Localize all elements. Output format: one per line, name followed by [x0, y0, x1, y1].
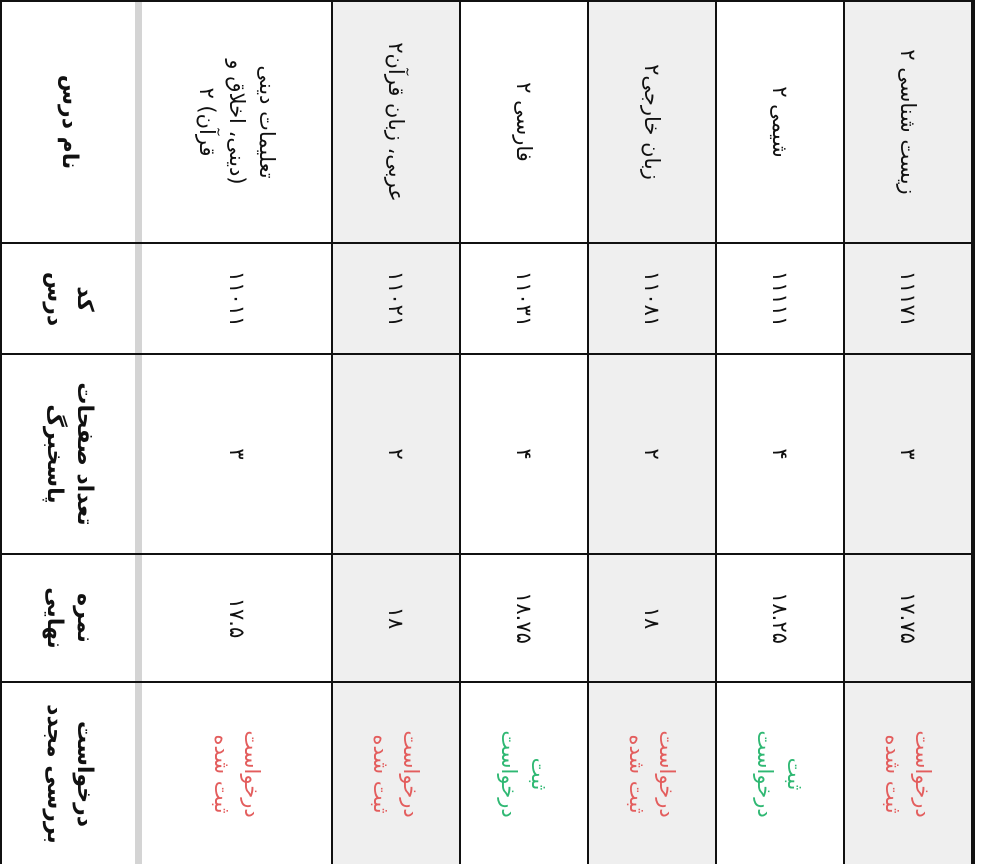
- answer-pages: ۳: [224, 448, 249, 460]
- course-code-cell: [333, 244, 459, 353]
- header-review-request: [2, 683, 135, 864]
- final-grade: ۱۸: [640, 606, 664, 630]
- answer-pages: ۴: [512, 448, 536, 460]
- course-code: ۱۱۰۳۱: [512, 270, 536, 327]
- grid-line: [0, 353, 975, 355]
- header-answer-pages: [2, 355, 135, 553]
- course-code-cell: [717, 244, 843, 353]
- header-final-grade-label: نمره: [71, 593, 97, 643]
- header-course-code-label: درس: [41, 271, 67, 326]
- grid-line: [715, 0, 717, 864]
- final-grade-cell: [717, 555, 843, 681]
- review-status: ثبت شده: [209, 733, 234, 814]
- course-name-cell: [589, 2, 715, 242]
- course-name: تعلیمات دینی: [254, 65, 279, 179]
- grid-line: [0, 0, 975, 2]
- course-name-cell: [142, 2, 331, 242]
- final-grade-cell: [461, 555, 587, 681]
- review-status: ثبت شده: [625, 733, 649, 814]
- course-code-cell: [589, 244, 715, 353]
- course-name: فارسی ۲: [512, 82, 536, 162]
- header-review-request-label: درخواست: [71, 720, 97, 827]
- header-course-code: [2, 244, 135, 353]
- header-final-grade-label: نهایی: [41, 587, 67, 649]
- course-name: قرآن) ۲: [194, 87, 219, 157]
- review-status: ثبت شده: [881, 733, 905, 814]
- course-code: ۱۱۰۱۱: [224, 270, 249, 327]
- review-status: درخواست: [239, 729, 264, 818]
- answer-pages-cell: [717, 355, 843, 553]
- grid-line: [587, 0, 589, 864]
- review-status-cell: [461, 683, 587, 864]
- final-grade: ۱۷.۵: [224, 597, 249, 639]
- grid-line: [843, 0, 845, 864]
- course-name: زبان خارجی۲: [640, 64, 664, 180]
- answer-pages-cell: [142, 355, 331, 553]
- course-name: شیمی ۲: [768, 86, 792, 158]
- final-grade-cell: [845, 555, 971, 681]
- review-status: درخواست: [753, 729, 777, 818]
- review-status-cell: [589, 683, 715, 864]
- review-status: درخواست: [497, 729, 521, 818]
- review-status-cell: [845, 683, 971, 864]
- header-final-grade: [2, 555, 135, 681]
- course-name: زیست شناسی ۲: [896, 49, 920, 195]
- review-status: ثبت: [783, 757, 807, 790]
- course-name-cell: [717, 2, 843, 242]
- answer-pages-cell: [845, 355, 971, 553]
- review-status: ثبت شده: [369, 733, 393, 814]
- header-course-code-label: کد: [71, 285, 97, 312]
- final-grade-cell: [333, 555, 459, 681]
- table-gutter: [135, 0, 142, 864]
- answer-pages-cell: [589, 355, 715, 553]
- review-status-cell: [717, 683, 843, 864]
- answer-pages: ۲: [384, 448, 408, 460]
- course-name: عربی، زبان قرآن۲: [384, 42, 408, 202]
- final-grade: ۱۸.۷۵: [512, 592, 536, 644]
- review-status: درخواست: [911, 729, 935, 818]
- grid-line: [0, 681, 975, 683]
- grid-line: [459, 0, 461, 864]
- review-status-cell: [333, 683, 459, 864]
- course-code-cell: [845, 244, 971, 353]
- header-course-name: [2, 2, 135, 242]
- course-code: ۱۱۱۷۱: [896, 270, 920, 327]
- final-grade-cell: [589, 555, 715, 681]
- answer-pages-cell: [461, 355, 587, 553]
- review-status: درخواست: [399, 729, 423, 818]
- review-status: ثبت: [527, 757, 551, 790]
- grid-line: [0, 0, 2, 864]
- course-name: (دینی، اخلاق و: [224, 59, 249, 185]
- grid-line: [0, 242, 975, 244]
- header-answer-pages-label: پاسخبرگ: [41, 404, 67, 504]
- grid-line: [331, 0, 333, 864]
- final-grade: ۱۷.۷۵: [896, 592, 920, 644]
- grid-line: [971, 0, 975, 864]
- course-name-cell: [461, 2, 587, 242]
- answer-pages: ۲: [640, 448, 664, 460]
- header-review-request-label: بررسی مجدد: [41, 703, 67, 844]
- course-code: ۱۱۰۲۱: [384, 270, 408, 327]
- course-name-cell: [845, 2, 971, 242]
- answer-pages: ۴: [768, 448, 792, 460]
- course-code: ۱۱۰۸۱: [640, 270, 664, 327]
- final-grade-cell: [142, 555, 331, 681]
- final-grade: ۱۸.۲۵: [768, 592, 792, 644]
- final-grade: ۱۸: [384, 606, 408, 630]
- header-answer-pages-label: تعداد صفحات: [71, 382, 97, 526]
- course-name-cell: [333, 2, 459, 242]
- review-status: درخواست: [655, 729, 679, 818]
- answer-pages: ۳: [896, 448, 920, 460]
- course-code: ۱۱۱۱۱: [768, 270, 792, 327]
- answer-pages-cell: [333, 355, 459, 553]
- grid-line: [0, 553, 975, 555]
- course-code-cell: [142, 244, 331, 353]
- review-status-cell: [142, 683, 331, 864]
- course-code-cell: [461, 244, 587, 353]
- header-course-name-label: نام درس: [56, 74, 82, 170]
